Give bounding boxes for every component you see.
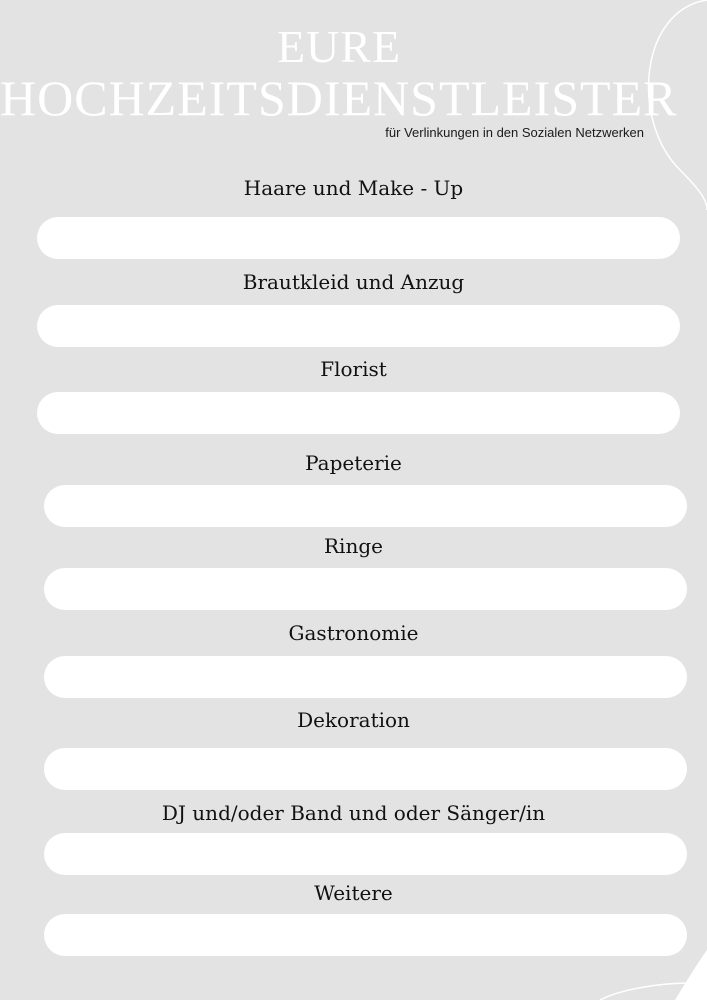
subtitle: für Verlinkungen in den Sozialen Netzwerken	[385, 125, 644, 140]
hair-makeup-field[interactable]	[37, 217, 680, 259]
dress-suit-field[interactable]	[37, 305, 680, 347]
catering-field[interactable]	[44, 656, 687, 698]
decoration-field[interactable]	[44, 748, 687, 790]
other-field[interactable]	[44, 914, 687, 956]
title-line-1: EURE	[276, 21, 402, 72]
rings-field[interactable]	[44, 568, 687, 610]
label-music: DJ und/oder Band und oder Sänger/in	[161, 801, 546, 825]
label-hair-makeup: Haare und Make - Up	[243, 176, 464, 200]
label-decoration: Dekoration	[297, 708, 410, 732]
label-dress-suit: Brautkleid und Anzug	[242, 270, 465, 294]
music-field[interactable]	[44, 833, 687, 875]
label-catering: Gastronomie	[288, 621, 419, 645]
florist-field[interactable]	[37, 392, 680, 434]
label-other: Weitere	[314, 881, 393, 905]
title-line-2: HOCHZEITSDIENSTLEISTER	[0, 70, 678, 126]
label-rings: Ringe	[324, 534, 383, 558]
stationery-field[interactable]	[44, 485, 687, 527]
label-florist: Florist	[320, 357, 387, 381]
label-stationery: Papeterie	[305, 451, 402, 475]
